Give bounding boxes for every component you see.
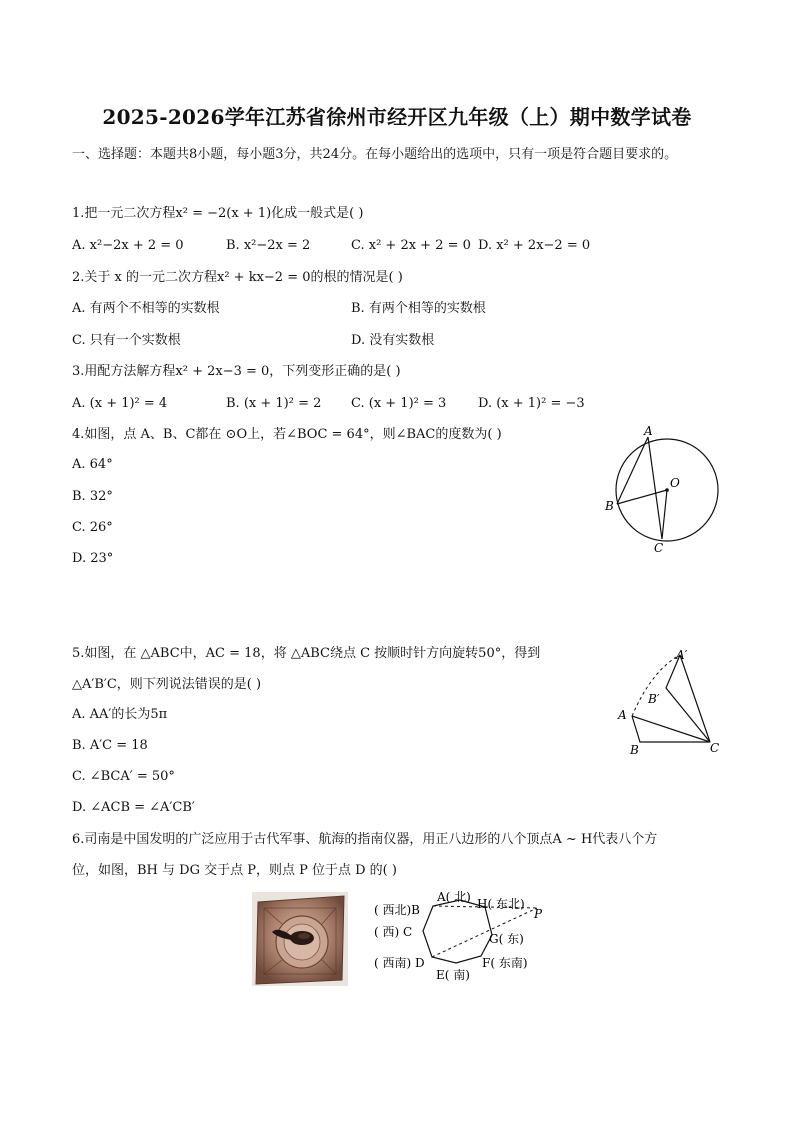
label-c: C xyxy=(654,541,664,555)
label-b: B xyxy=(630,743,639,757)
question-3-stem: 3.用配方法解方程x² + 2x−3 = 0，下列变形正确的是( ) xyxy=(72,364,401,379)
page-title: 2025-2026学年江苏省徐州市经开区九年级（上）期中数学试卷 xyxy=(102,105,692,129)
question-3-option-c: C. (x + 1)² = 3 xyxy=(351,396,447,411)
label-c-west: ( 西) C xyxy=(374,925,413,939)
segment-bo xyxy=(617,490,667,504)
label-c: C xyxy=(710,741,720,755)
question-3-option-d: D. (x + 1)² = −3 xyxy=(478,396,585,411)
question-1-option-c: C. x² + 2x + 2 = 0 xyxy=(351,238,471,253)
sinan-compass-photo xyxy=(252,892,348,986)
section-heading: 一、选择题：本题共8小题，每小题3分，共24分。在每小题给出的选项中，只有一项是符合题目要求的。 xyxy=(72,147,678,162)
question-6-octagon-figure xyxy=(370,884,550,984)
question-5-stem-line2: △A′B′C，则下列说法错误的是( ) xyxy=(72,677,262,692)
label-a-north: A( 北) xyxy=(437,890,471,904)
segment-ac xyxy=(648,437,662,539)
question-3-option-a: A. (x + 1)² = 4 xyxy=(72,396,168,411)
question-1-option-b: B. x²−2x = 2 xyxy=(226,238,311,253)
question-2-option-a: A. 有两个不相等的实数根 xyxy=(72,301,220,316)
triangle-abc xyxy=(632,716,710,742)
label-e-south: E( 南) xyxy=(436,968,470,982)
label-p: P xyxy=(534,907,543,921)
segment-oc xyxy=(662,490,667,539)
center-point xyxy=(665,488,669,492)
question-5-option-d: D. ∠ACB = ∠A′CB′ xyxy=(72,800,195,815)
question-4-circle-figure xyxy=(596,422,736,560)
question-4-option-d: D. 23° xyxy=(72,551,114,566)
question-5-option-c: C. ∠BCA′ = 50° xyxy=(72,769,175,784)
label-o: O xyxy=(670,476,680,490)
question-4-stem: 4.如图，点 A、B、C都在 ⊙O上，若∠BOC = 64°，则∠BAC的度数为( ) xyxy=(72,427,502,442)
arc-aa-prime xyxy=(632,655,680,716)
question-2-stem: 2.关于 x 的一元二次方程x² + kx−2 = 0的根的情况是( ) xyxy=(72,270,403,285)
label-b: B xyxy=(605,499,614,513)
label-f-southeast: F( 东南) xyxy=(482,956,528,970)
question-6-stem-line2: 位，如图，BH 与 DG 交于点 P，则点 P 位于点 D 的( ) xyxy=(72,863,397,878)
question-1-option-d: D. x² + 2x−2 = 0 xyxy=(478,238,591,253)
label-g-east: G( 东) xyxy=(489,932,524,946)
label-b-northwest: ( 西北)B xyxy=(374,903,420,917)
label-a: A xyxy=(644,424,653,438)
question-4-option-c: C. 26° xyxy=(72,520,113,535)
question-2-option-c: C. 只有一个实数根 xyxy=(72,333,181,348)
segment-ab xyxy=(617,437,648,504)
question-5-stem-line1: 5.如图，在 △ABC中，AC = 18，将 △ABC绕点 C 按顺时针方向旋转50°，得到 xyxy=(72,646,541,661)
question-5-option-a: A. AA′的长为5π xyxy=(72,707,168,722)
label-d-southwest: ( 西南) D xyxy=(374,956,425,970)
question-4-option-a: A. 64° xyxy=(72,457,113,472)
question-1-stem: 1.把一元二次方程x² = −2(x + 1)化成一般式是( ) xyxy=(72,206,364,221)
question-3-option-b: B. (x + 1)² = 2 xyxy=(226,396,322,411)
label-a-prime: A′ xyxy=(676,648,688,662)
label-a: A xyxy=(618,708,627,722)
label-h-northeast: H( 东北) xyxy=(477,897,525,911)
question-2-option-b: B. 有两个相等的实数根 xyxy=(351,301,486,316)
question-4-option-b: B. 32° xyxy=(72,489,113,504)
question-1-option-a: A. x²−2x + 2 = 0 xyxy=(72,238,184,253)
question-6-stem-line1: 6.司南是中国发明的广泛应用于古代军事、航海的指南仪器，用正八边形的八个顶点A ~ H代表八个方 xyxy=(72,832,658,847)
question-2-option-d: D. 没有实数根 xyxy=(351,333,435,348)
question-5-rotation-figure xyxy=(608,642,738,760)
label-b-prime: B′ xyxy=(648,692,660,706)
question-5-option-b: B. A′C = 18 xyxy=(72,738,148,753)
